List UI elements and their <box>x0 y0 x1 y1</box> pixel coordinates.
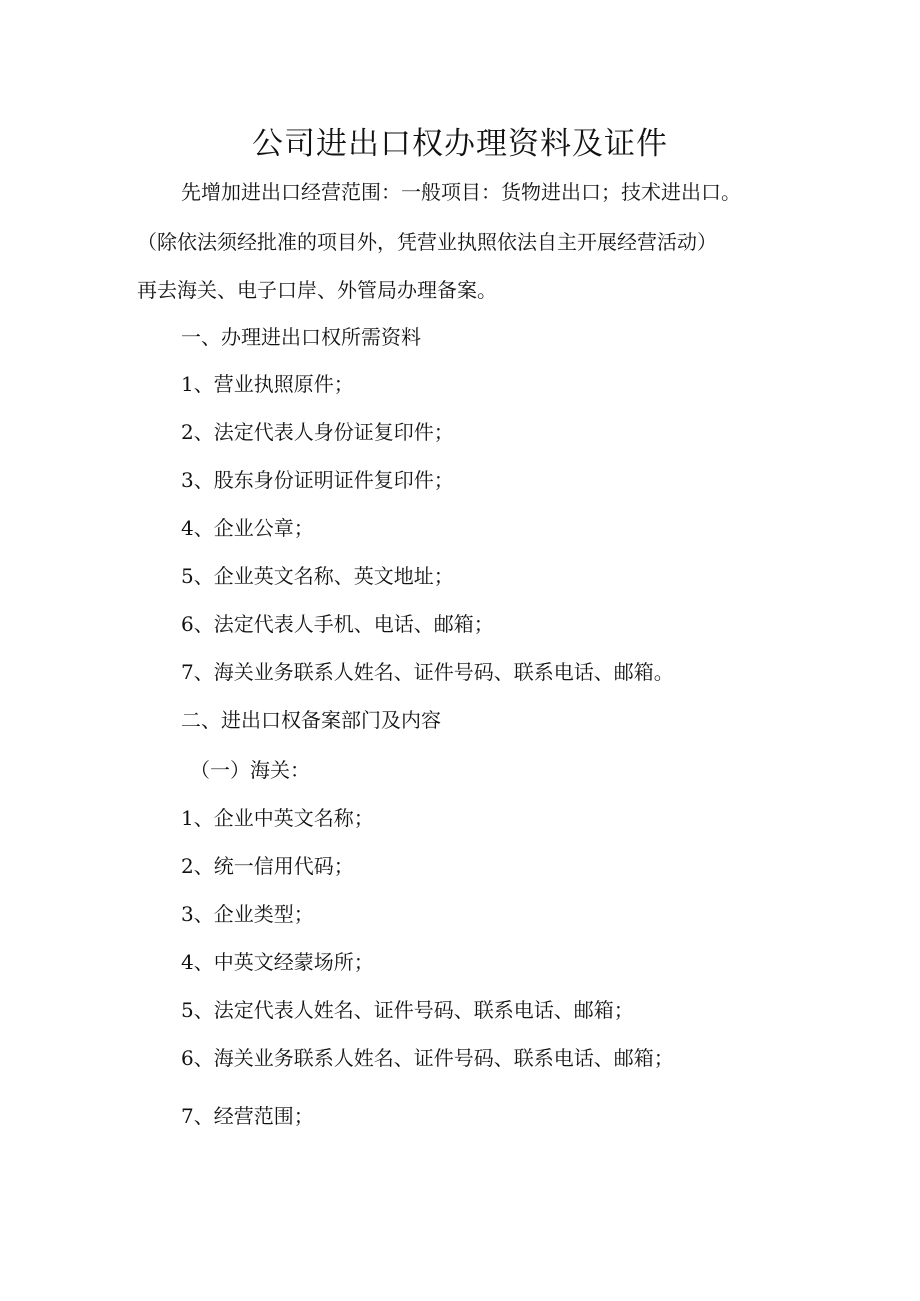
section-2-item: 1、企业中英文名称； <box>181 806 374 830</box>
section-2-item: 5、法定代表人姓名、证件号码、联系电话、邮箱； <box>181 998 634 1022</box>
section-1-item: 4、企业公章； <box>181 516 314 540</box>
section-2-item: 3、企业类型； <box>181 902 314 926</box>
document-title: 公司进出口权办理资料及证件 <box>252 126 668 162</box>
section-1-item: 5、企业英文名称、英文地址； <box>181 564 454 588</box>
section-1-item: 2、法定代表人身份证复印件； <box>181 420 454 444</box>
section-2-item: 7、经营范围； <box>181 1104 314 1128</box>
section-2-item: 4、中英文经蒙场所； <box>181 950 374 974</box>
section-1-item: 6、法定代表人手机、电话、邮箱； <box>181 612 494 636</box>
intro-line-3: 再去海关、电子口岸、外管局办理备案。 <box>137 278 497 302</box>
section-2-subheading: （一）海关： <box>190 758 310 782</box>
section-2-heading: 二、进出口权备案部门及内容 <box>181 708 441 732</box>
section-1-item: 1、营业执照原件； <box>181 372 354 396</box>
section-2-item: 6、海关业务联系人姓名、证件号码、联系电话、邮箱； <box>181 1046 674 1070</box>
section-1-item: 3、股东身份证明证件复印件； <box>181 468 454 492</box>
section-1-heading: 一、办理进出口权所需资料 <box>181 325 421 349</box>
section-2-item: 2、统一信用代码； <box>181 854 354 878</box>
section-1-item: 7、海关业务联系人姓名、证件号码、联系电话、邮箱。 <box>181 660 674 684</box>
intro-line-1: 先增加进出口经营范围：一般项目：货物进出口；技术进出口。 <box>181 180 741 204</box>
intro-line-2: （除依法须经批准的项目外，凭营业执照依法自主开展经营活动） <box>137 230 717 254</box>
